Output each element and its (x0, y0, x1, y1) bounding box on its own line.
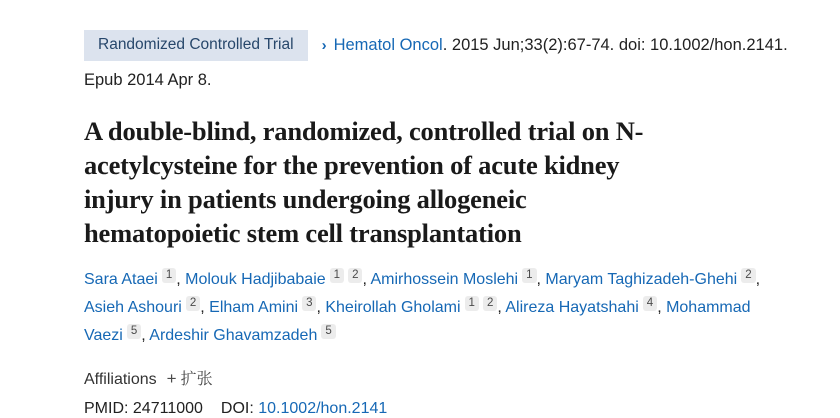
affiliation-superscript[interactable]: 2 (348, 268, 362, 283)
doi-label: DOI: (220, 400, 254, 417)
affiliation-superscript[interactable]: 5 (321, 324, 335, 339)
epub-date: Epub 2014 Apr 8. (84, 71, 212, 89)
authors-list (84, 266, 784, 350)
title-line: injury in patients undergoing allogeneic (84, 184, 527, 214)
affiliation-superscript[interactable]: 5 (127, 324, 141, 339)
author-separator: , (755, 271, 761, 288)
title-line: hematopoietic stem cell transplantation (84, 218, 522, 248)
title-line: A double-blind, randomized, controlled trial on N- (84, 116, 644, 146)
author-separator: , (141, 327, 150, 344)
author-link[interactable]: Alireza Hayatshahi (505, 299, 639, 316)
journal-link[interactable] (322, 36, 443, 54)
affiliation-superscript[interactable]: 2 (741, 268, 755, 283)
affiliations-expand-button[interactable] (167, 366, 213, 389)
author-link[interactable]: Sara Ataei (84, 271, 158, 288)
author-link[interactable]: Mohammad Vaezi (84, 299, 751, 344)
identifiers-row (84, 400, 800, 418)
article-title (84, 114, 804, 250)
author-link[interactable]: Asieh Ashouri (84, 299, 182, 316)
author-separator: , (536, 271, 546, 288)
affiliation-superscript[interactable]: 4 (643, 296, 657, 311)
affiliation-superscript[interactable]: 2 (186, 296, 200, 311)
journal-name: Hematol Oncol (333, 35, 443, 54)
author-separator: , (176, 271, 186, 288)
author-separator: , (497, 299, 506, 316)
author-separator: , (200, 299, 210, 316)
affiliation-superscript[interactable]: 1 (330, 268, 344, 283)
pmid-value: 24711000 (132, 400, 203, 417)
author-link[interactable]: Maryam Taghizadeh-Ghehi (545, 271, 738, 288)
author-link[interactable]: Molouk Hadjibabaie (185, 271, 326, 288)
doi-link[interactable]: 10.1002/hon.2141 (258, 400, 388, 417)
doi-group (221, 400, 387, 417)
pmid-label: PMID: (84, 400, 129, 417)
publication-type-badge[interactable]: Randomized Controlled Trial (84, 30, 308, 61)
affiliation-superscript[interactable]: 1 (522, 268, 536, 283)
expand-label: 扩张 (180, 371, 213, 388)
chevron-right-icon: › (321, 36, 327, 54)
pmid-group (84, 400, 203, 417)
affiliations-label: Affiliations (84, 371, 157, 388)
citation-row (84, 30, 800, 61)
affiliation-superscript[interactable]: 1 (162, 268, 176, 283)
author-link[interactable]: Kheirollah Gholami (325, 299, 461, 316)
author-link[interactable]: Ardeshir Ghavamzadeh (149, 327, 318, 344)
affiliation-superscript[interactable]: 1 (465, 296, 479, 311)
affiliations-row (84, 366, 800, 389)
author-separator: , (657, 299, 667, 316)
author-separator: , (362, 271, 371, 288)
author-separator: , (316, 299, 326, 316)
affiliation-superscript[interactable]: 2 (483, 296, 497, 311)
author-link[interactable]: Elham Amini (209, 299, 299, 316)
title-line: acetylcysteine for the prevention of acute kidney (84, 150, 620, 180)
affiliation-superscript[interactable]: 3 (302, 296, 316, 311)
plus-icon: + (166, 369, 177, 388)
citation-text: . 2015 Jun;33(2):67-74. doi: 10.1002/hon.2141. (442, 35, 788, 54)
author-link[interactable]: Amirhossein Moslehi (370, 271, 519, 288)
